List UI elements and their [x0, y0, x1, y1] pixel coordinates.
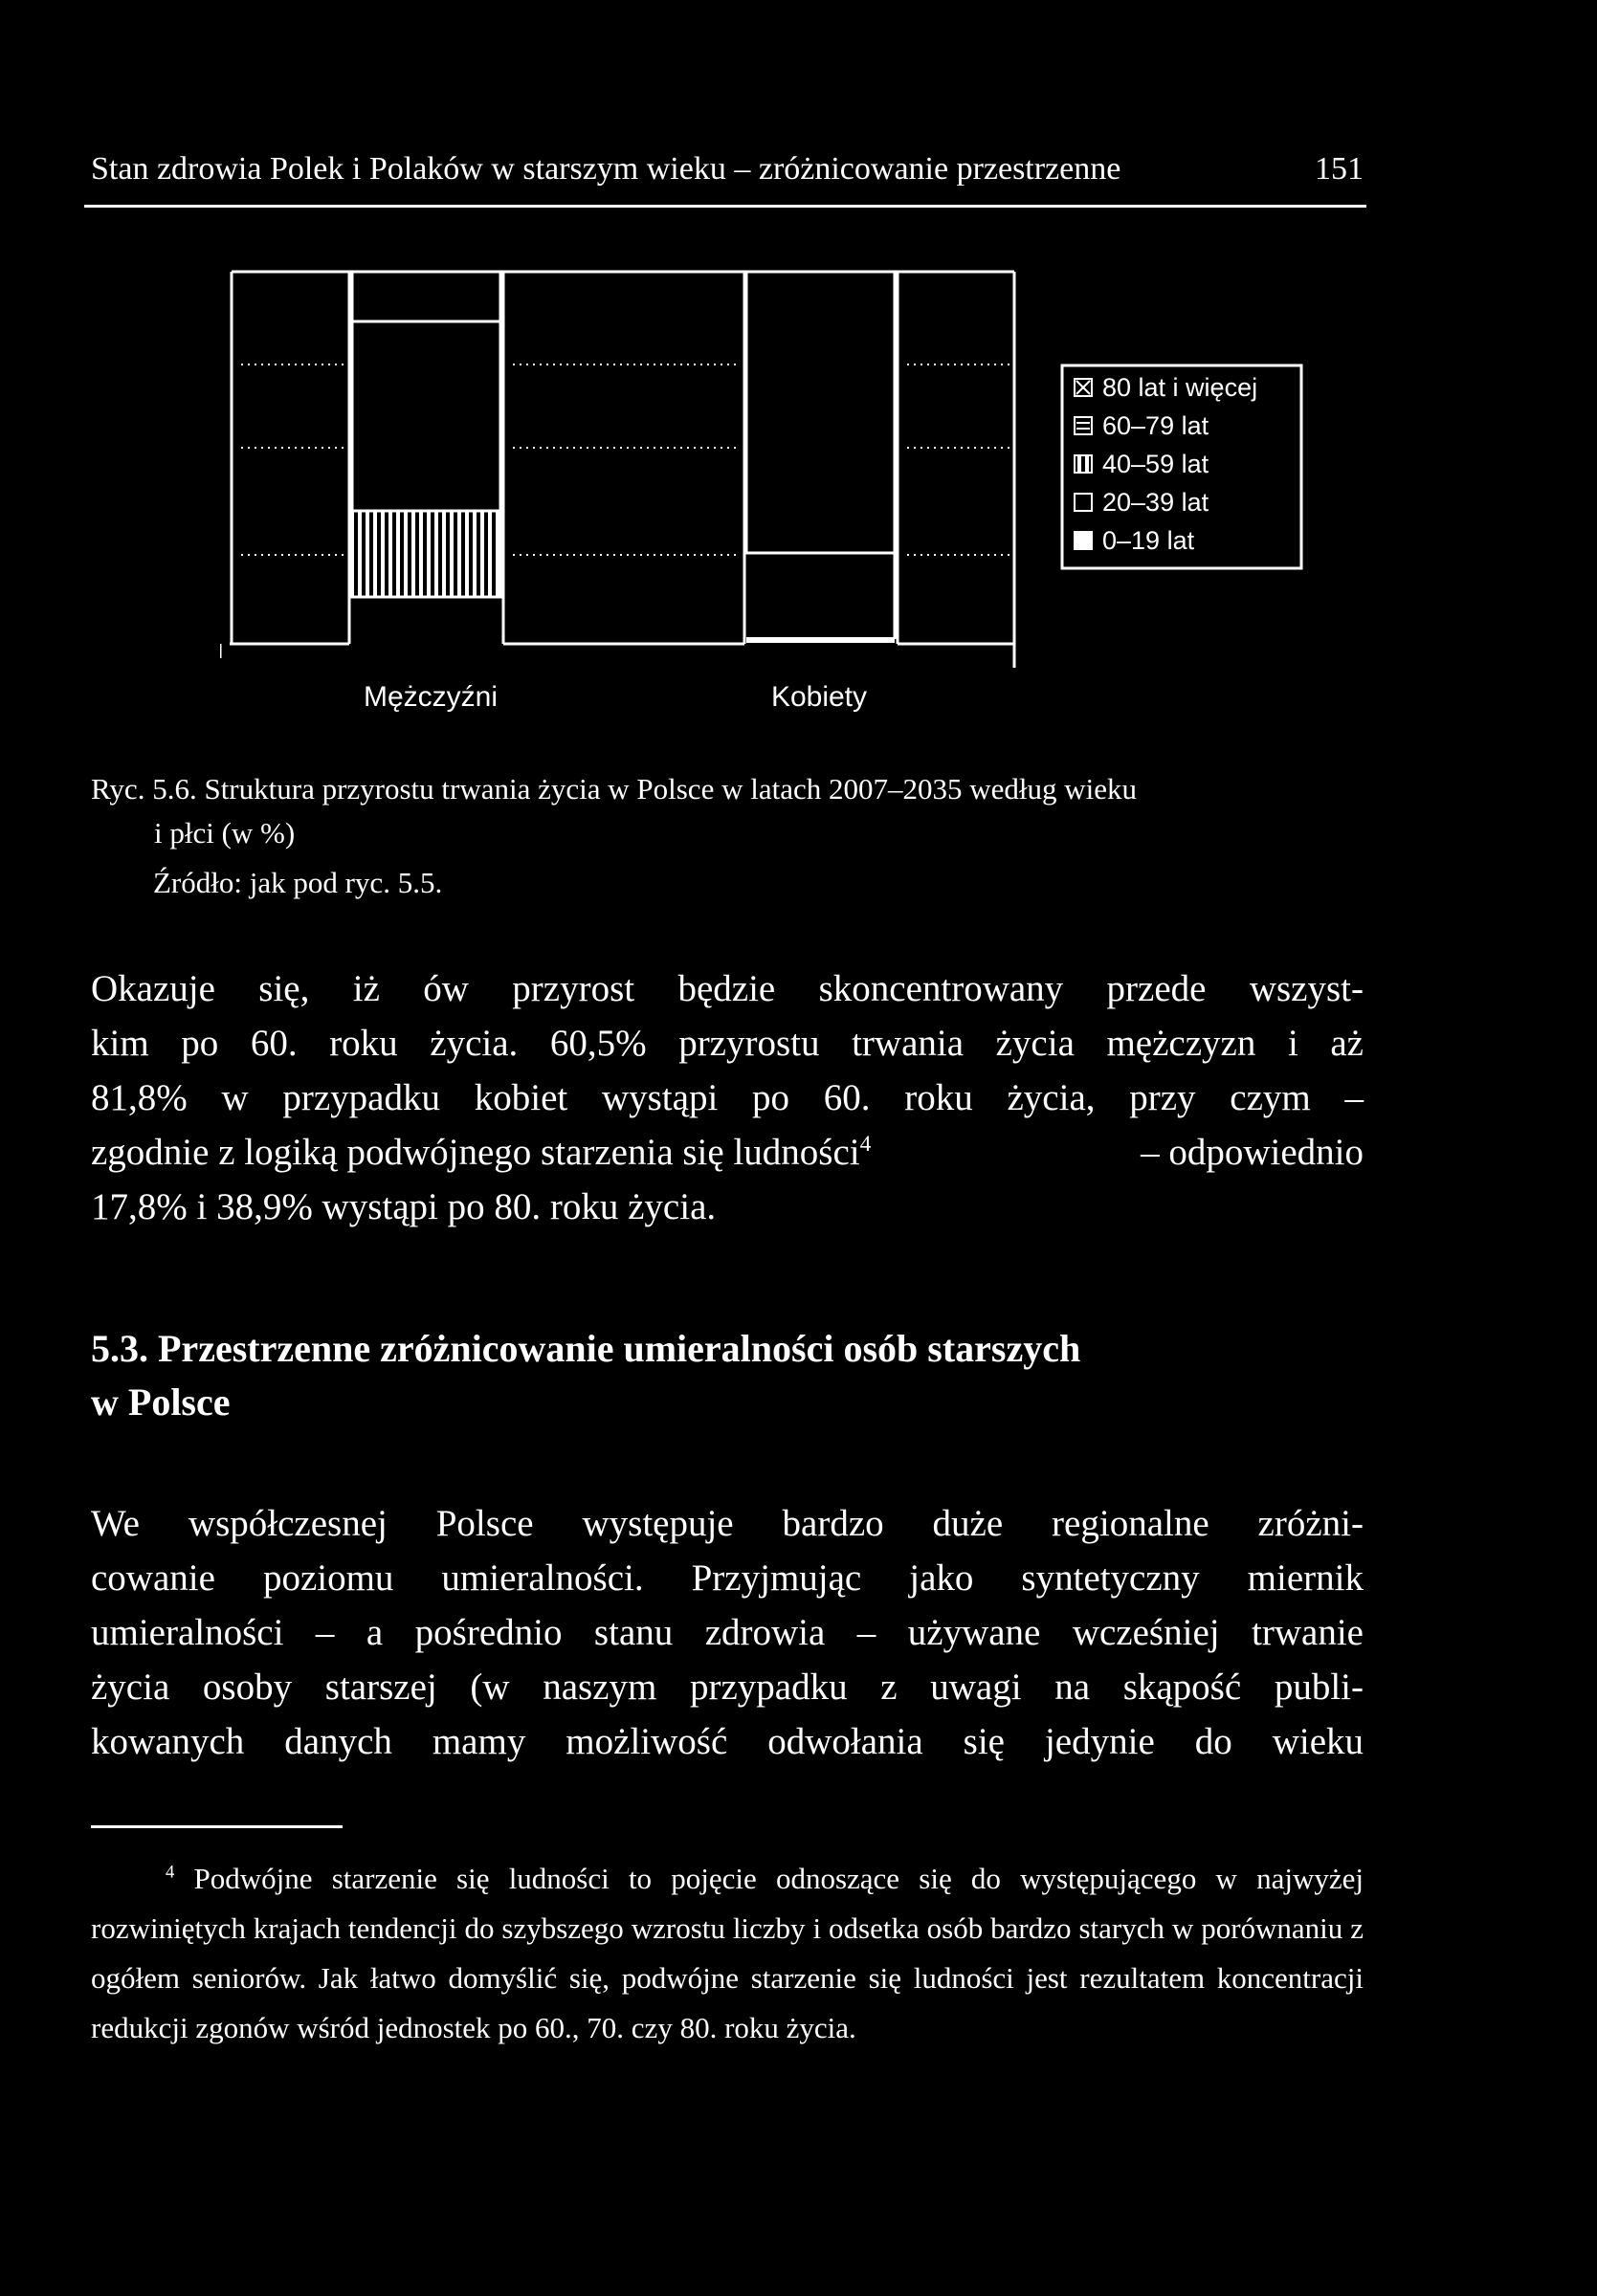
paragraph-2-line-4: życia osoby starszej (w naszym przypadku z uwagi na skąpość publi-: [91, 1667, 1364, 1708]
legend-item-0-19: [1075, 526, 1195, 555]
paragraph-2-line-3: umieralności – a pośrednio stanu zdrowia – używane wcześniej trwanie: [91, 1612, 1364, 1653]
paragraph-1-line-4-tail: – odpowiednio: [1141, 1132, 1364, 1173]
paragraph-2-line-2: cowanie poziomu umieralności. Przyjmując jako syntetyczny miernik: [91, 1557, 1364, 1599]
legend-item-20-39: [1075, 488, 1209, 517]
section-number: 5.3.: [91, 1327, 148, 1370]
running-header: [91, 151, 1364, 188]
bar-men-segment-80plus: [352, 272, 500, 321]
legend-item-80plus: [1075, 373, 1257, 402]
footnote-text: Podwójne starzenie się ludności to pojęcie odnoszące się do występującego w najwyżej rozwiniętych krajach tendencji do szybszego wzrostu liczby i odsetka osób bardzo starych w porównaniu z ogółem seniorów. Jak łatwo domyślić się, podwójne starzenie się ludności jest rezultatem koncentracji redukcji zgonów wśród jednostek po 60., 70. czy 80. roku życia.: [91, 1862, 1364, 2044]
footnote-number: 4: [166, 1862, 175, 1883]
legend-item-40-59: [1075, 450, 1209, 478]
paragraph-1-line-4-text: zgodnie z logiką podwójnego starzenia się ludności: [91, 1132, 860, 1173]
paragraph-1-line-4: [91, 1126, 1364, 1180]
caption-text-line1: Struktura przyrostu trwania życia w Polsce w latach 2007–2035 według wieku: [204, 772, 1137, 806]
header-title: Stan zdrowia Polek i Polaków w starszym wieku – zróżnicowanie przestrzenne: [91, 151, 1121, 187]
paragraph-2-line-1: We współczesnej Polsce występuje bardzo duże regionalne zróżni-: [91, 1503, 1364, 1544]
footnote: [91, 1854, 1364, 2053]
section-title-line1: Przestrzenne zróżnicowanie umieralności osób starszych: [158, 1327, 1081, 1370]
bar-women: [744, 272, 895, 643]
footnote-ref: 4: [859, 1132, 872, 1157]
paragraph-2-line-5: kowanych danych mamy możliwość odwołania się jedynie do wieku: [91, 1721, 1364, 1762]
bar-men: [352, 272, 500, 597]
paragraph-1-line-1: Okazuje się, iż ów przyrost będzie skoncentrowany przede wszyst-: [91, 968, 1364, 1009]
bar-women-segment-60-79: [746, 637, 895, 643]
paragraph-1-line-2: kim po 60. roku życia. 60,5% przyrostu trwania życia mężczyzn i aż: [91, 1023, 1364, 1064]
paragraph-1-line-5: 17,8% i 38,9% wystąpi po 80. roku życia.: [91, 1186, 717, 1227]
svg-text:60–79 lat: 60–79 lat: [1102, 411, 1209, 440]
figure-caption: [91, 767, 1364, 855]
legend: [1062, 365, 1301, 568]
figure-chart: [220, 266, 1320, 725]
header-rule: [84, 205, 1366, 208]
bar-women-segment-80plus: [746, 272, 895, 553]
paragraph-1-line-3: 81,8% w przypadku kobiet wystąpi po 60. roku życia, przy czym –: [91, 1077, 1364, 1118]
svg-text:0–19 lat: 0–19 lat: [1102, 526, 1195, 555]
figure-source: Źródło: jak pod ryc. 5.5.: [153, 866, 443, 899]
svg-text:20–39 lat: 20–39 lat: [1102, 488, 1209, 517]
caption-text-line2: i płci (w %): [154, 816, 296, 850]
footnote-rule: [91, 1825, 343, 1828]
category-label-women: Kobiety: [770, 681, 868, 713]
legend-item-60-79: [1075, 411, 1209, 440]
bar-men-segment-40-59: [352, 511, 500, 597]
svg-text:40–59 lat: 40–59 lat: [1102, 450, 1209, 478]
section-heading: [91, 1322, 1364, 1429]
bar-men-segment-60-79: [352, 321, 500, 538]
svg-text:80 lat i więcej: 80 lat i więcej: [1102, 373, 1258, 402]
page-number: 151: [1315, 151, 1364, 187]
category-label-men: Mężczyźni: [363, 681, 499, 713]
section-title-line2: w Polsce: [91, 1380, 231, 1424]
caption-label: Ryc. 5.6.: [91, 772, 197, 806]
